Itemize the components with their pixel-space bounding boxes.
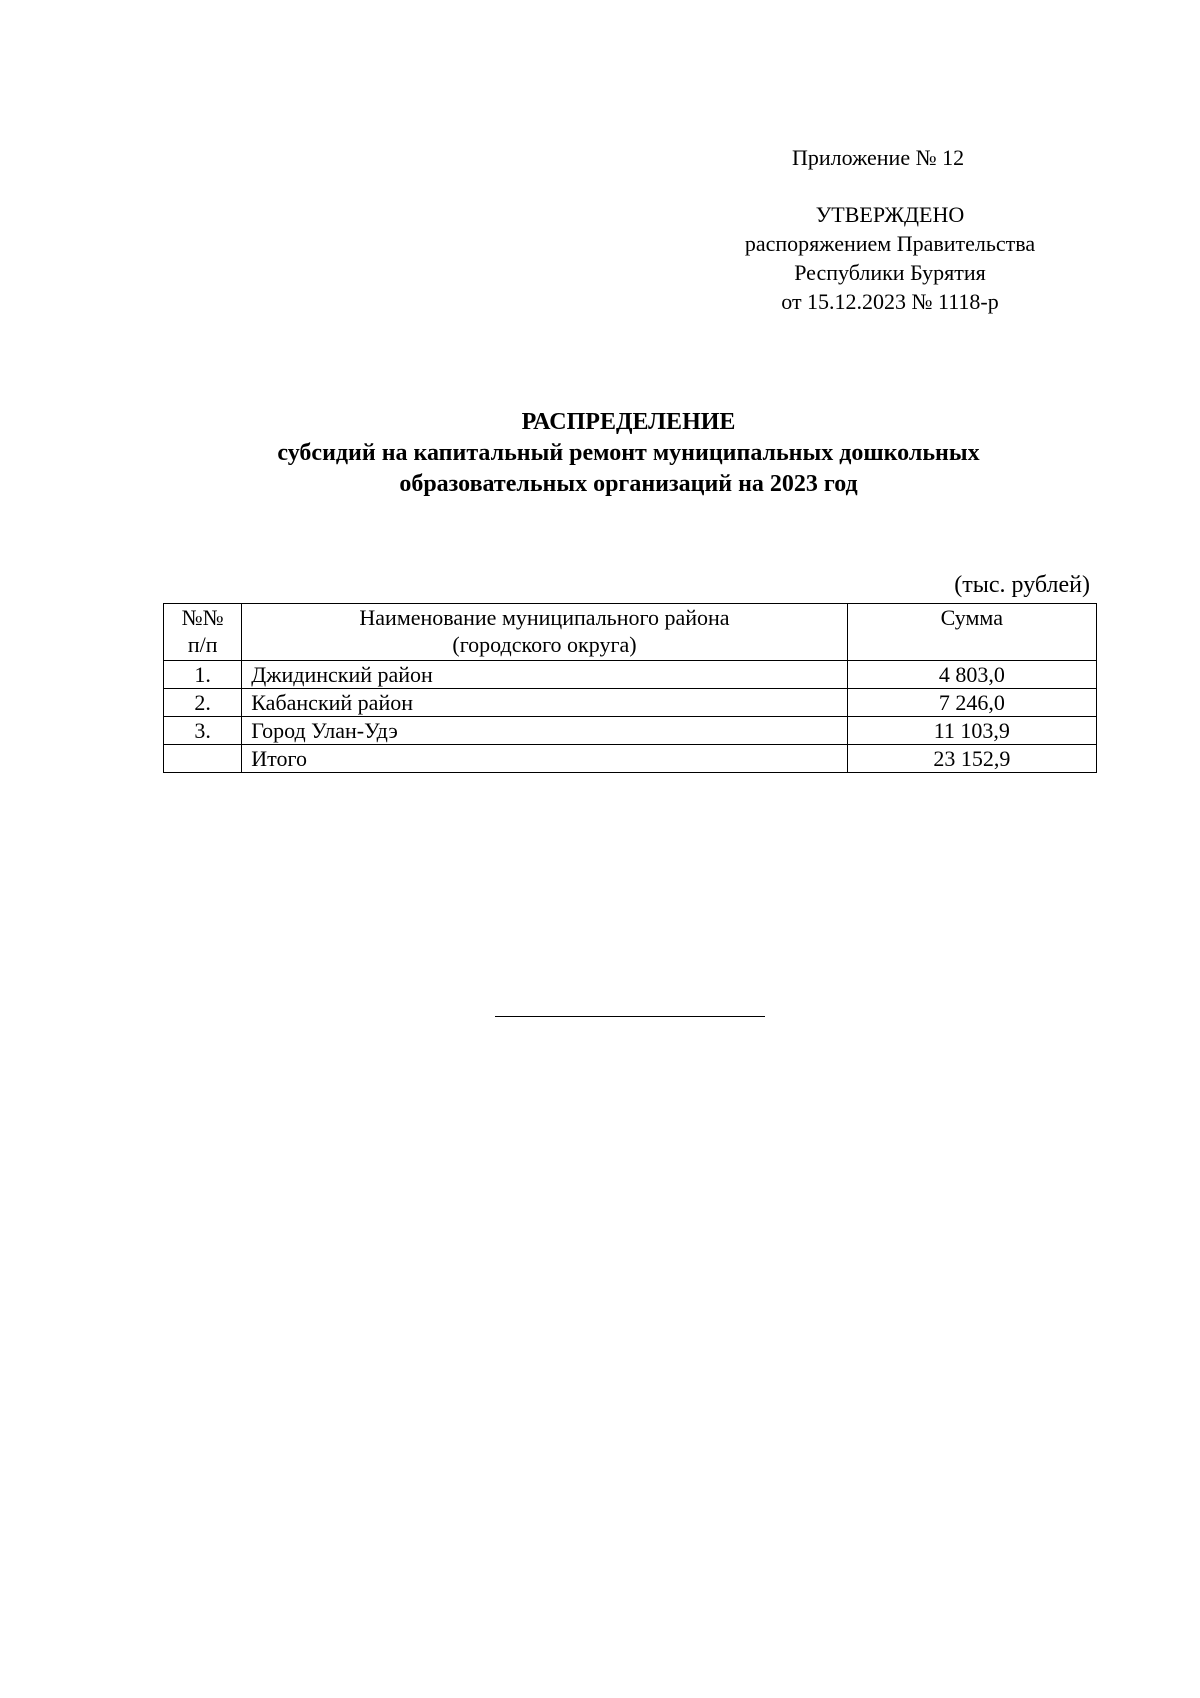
title-main: РАСПРЕДЕЛЕНИЕ <box>521 409 736 435</box>
appendix-label: Приложение № 12 <box>792 145 965 170</box>
header-name-line: Наименование муниципального района <box>359 605 730 630</box>
total-row <box>164 745 1097 773</box>
approval-line: распоряжением Правительства <box>744 231 1036 256</box>
row-name: Город Улан-Удэ <box>242 717 847 745</box>
table-row <box>164 661 1097 689</box>
header-name-cell <box>242 604 847 661</box>
distribution-table <box>163 603 1097 773</box>
document-title <box>100 407 1157 500</box>
total-num <box>164 745 242 773</box>
approval-line: Республики Бурятия <box>794 260 986 285</box>
total-label: Итого <box>242 745 847 773</box>
row-sum: 4 803,0 <box>847 661 1096 689</box>
total-sum: 23 152,9 <box>847 745 1096 773</box>
row-num: 1. <box>164 661 242 689</box>
table-header-row <box>164 604 1097 661</box>
row-sum: 11 103,9 <box>847 717 1096 745</box>
header-sum-cell: Сумма <box>847 604 1096 661</box>
table-row <box>164 717 1097 745</box>
row-num: 3. <box>164 717 242 745</box>
row-name: Кабанский район <box>242 689 847 717</box>
table-row <box>164 689 1097 717</box>
header-num-line: №№ <box>181 605 224 630</box>
header-num-cell <box>164 604 242 661</box>
approval-line: от 15.12.2023 № 1118-р <box>781 289 999 314</box>
row-num: 2. <box>164 689 242 717</box>
header-name-line: (городского округа) <box>452 632 637 657</box>
title-subtitle-line: образовательных организаций на 2023 год <box>399 471 858 497</box>
closing-separator-line <box>495 1016 765 1017</box>
approval-line: УТВЕРЖДЕНО <box>815 202 965 227</box>
row-name: Джидинский район <box>242 661 847 689</box>
header-num-line: п/п <box>187 632 218 657</box>
row-sum: 7 246,0 <box>847 689 1096 717</box>
title-subtitle-line: субсидий на капитальный ремонт муниципальных дошкольных <box>277 440 980 466</box>
approval-stamp <box>690 200 1090 316</box>
units-label: (тыс. рублей) <box>954 572 1090 598</box>
